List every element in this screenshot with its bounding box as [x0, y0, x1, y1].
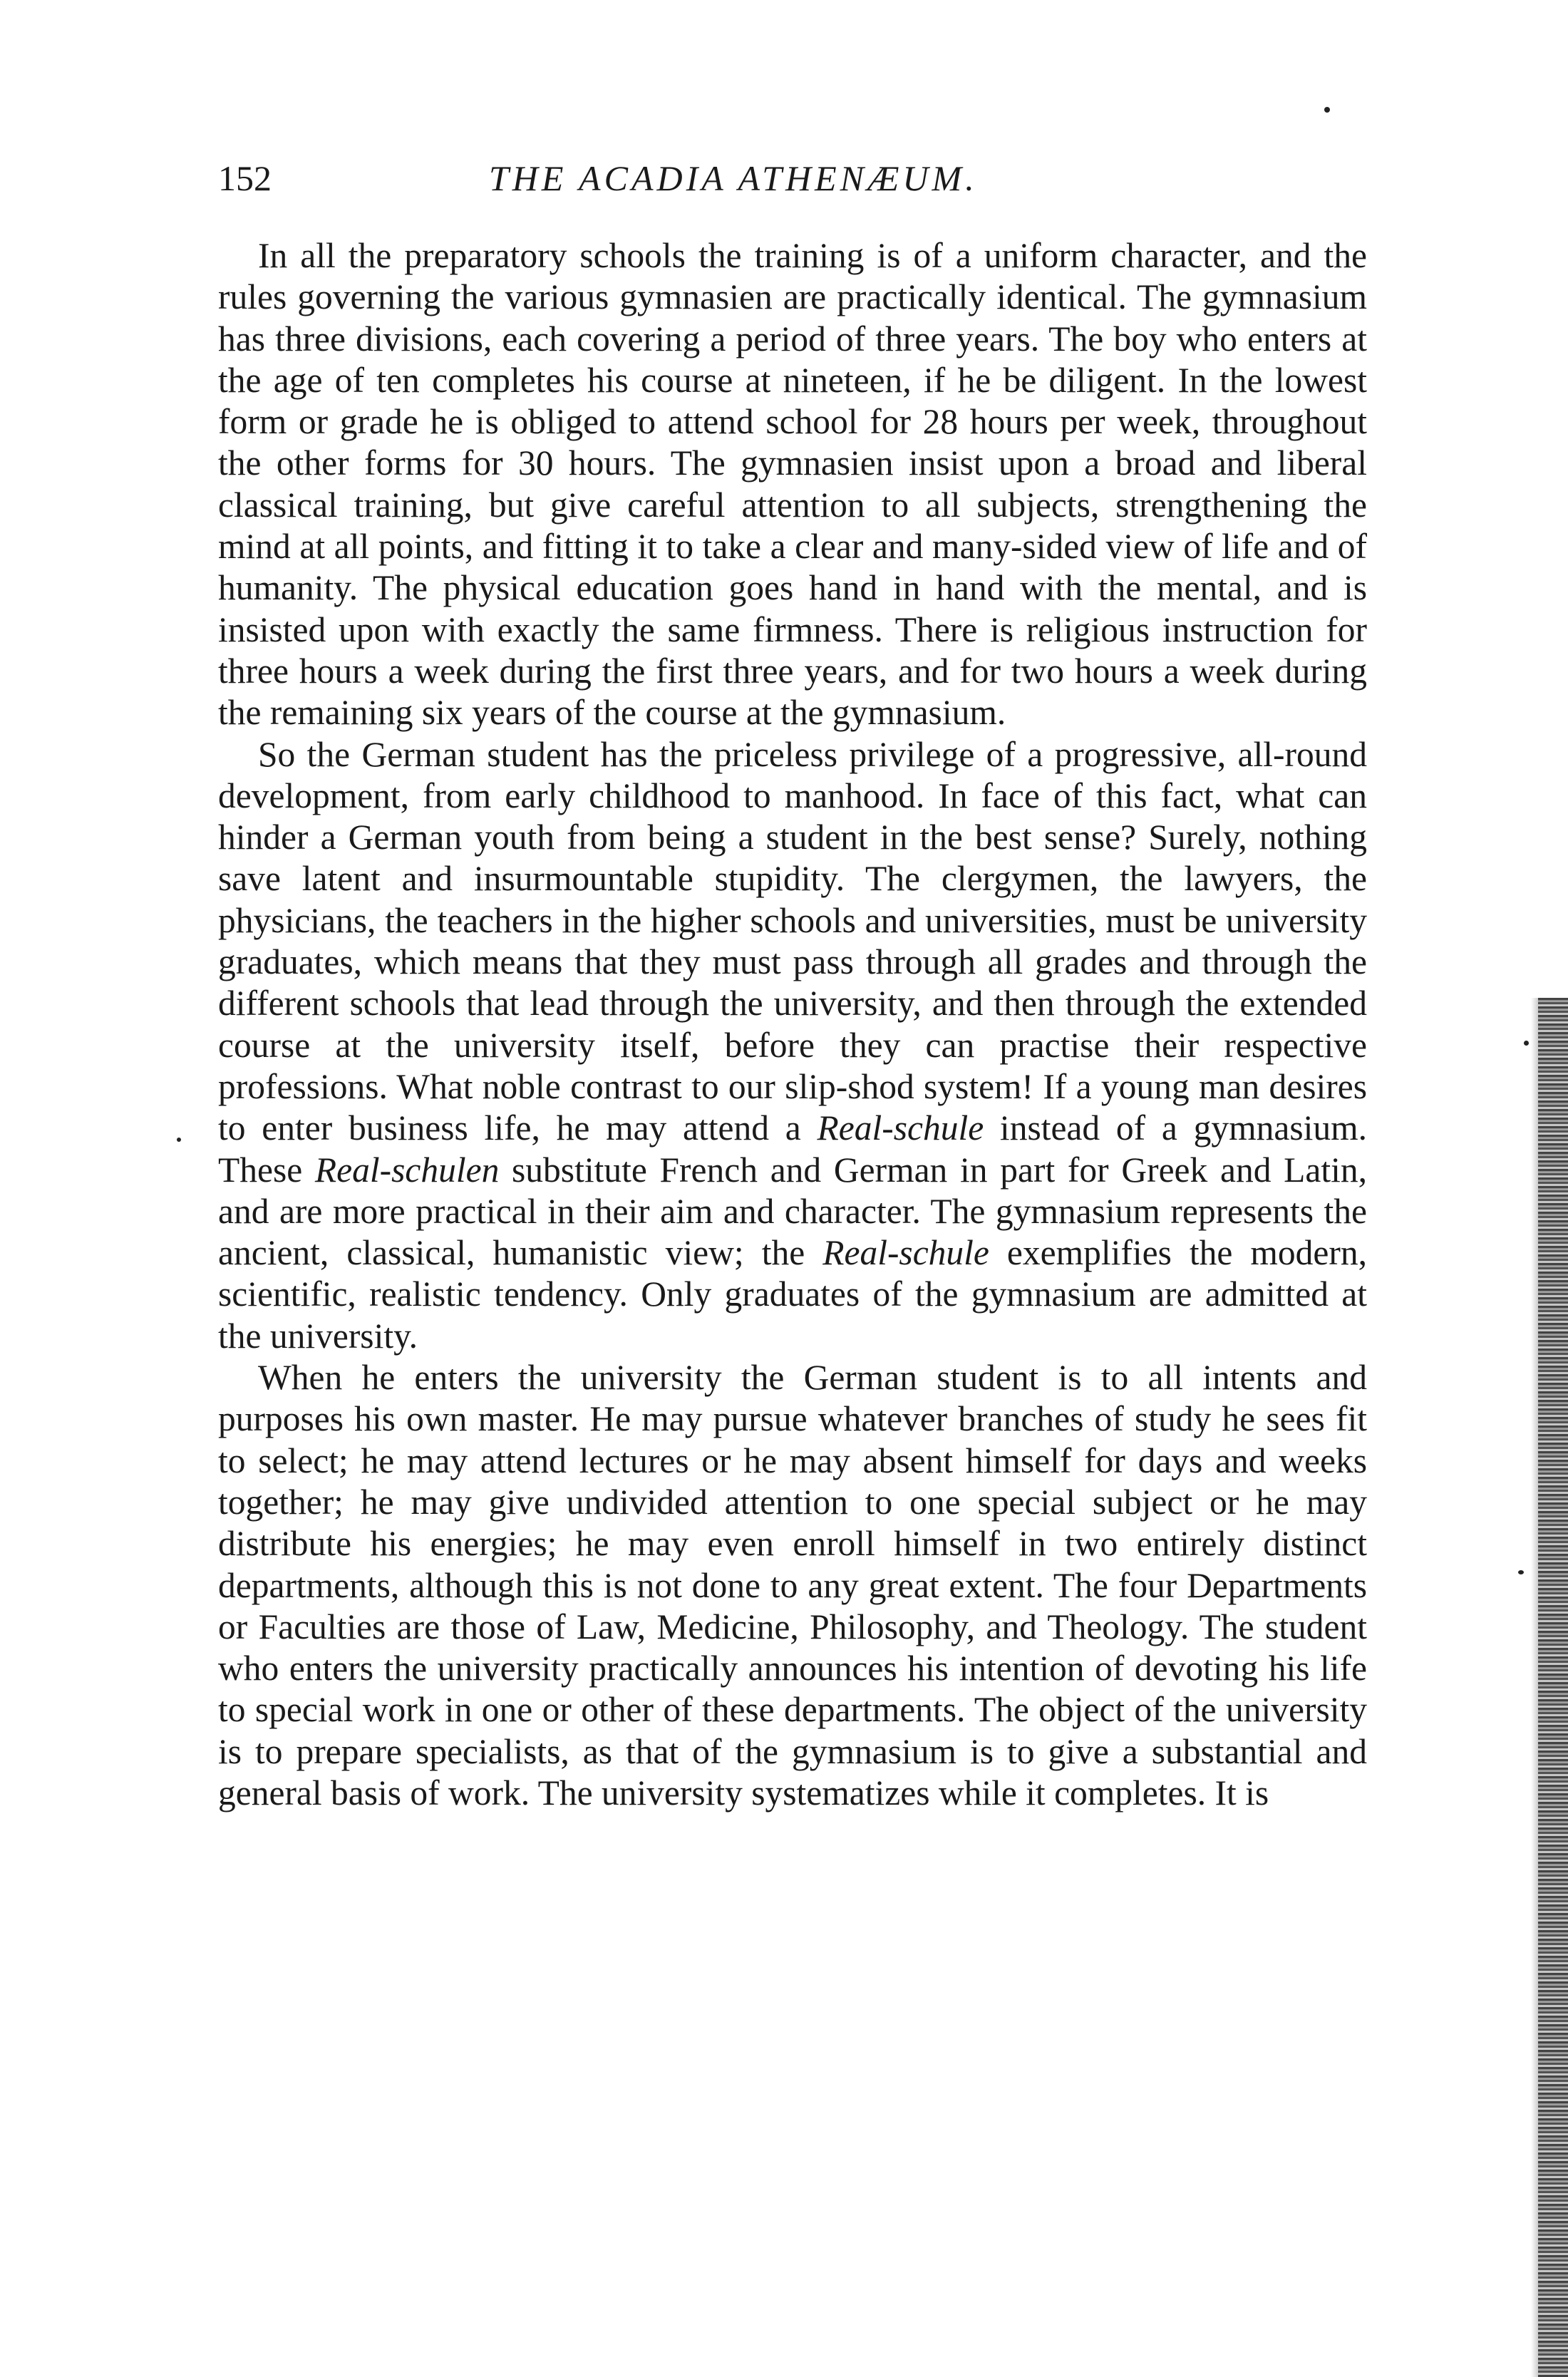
term-real-schulen: Real-schulen [314, 1150, 500, 1190]
paragraph-2-text-a: instead of a gymnasium. These [218, 1108, 1368, 1190]
term-real-schule: Real-schule [822, 1233, 989, 1273]
paragraph-2-text-c: exemplifies the modern, scientific, realistic tendency. Only graduates of the gymnasium are admitted at the university. [218, 1233, 1367, 1356]
ink-speck [1524, 1041, 1529, 1046]
page-edge-shadow [1531, 998, 1538, 2377]
ink-speck [1518, 1570, 1524, 1574]
ink-speck [1324, 107, 1330, 113]
paragraph-2 [218, 734, 1367, 1357]
paragraph-2-text-b: substitute French and German in part for Greek and Latin, and are more practical in their aim and character. The gymnasium represents the ancient, classical, humanistic view; the [218, 1150, 1368, 1273]
ink-speck [177, 1138, 181, 1142]
paragraph-3: When he enters the university the German student is to all intents and purposes his own master. He may pursue whatever branches of study he sees fit to select; he may attend lectures or he may absent himself for days and weeks together; he may give undivided attention to one special subject or he may distribute his energies; he may even enroll himself in two entirely distinct departments, although this is not done to any great extent. The four Departments or Faculties are those of Law, Medicine, Philosophy, and Theology. The student who enters the university practically announces his intention of devoting his life to special work in one or other of these departments. The object of the university is to prepare specialists, as that of the gymnasium is to give a substantial and general basis of work. The university systematizes while it completes. It is [218, 1358, 1367, 1813]
term-real-schule: Real-schule [817, 1108, 984, 1148]
page-number: 152 [218, 158, 272, 198]
paragraph-1: In all the preparatory schools the training is of a uniform character, and the rules governing the various gymnasien are practically identical. The gymnasium has three divisions, each covering a period of three years. The boy who enters at the age of ten completes his course at nineteen, if he be diligent. In the lowest form or grade he is obliged to attend school for 28 hours per week, throughout the other forms for 30 hours. The gymnasien insist upon a broad and liberal classical training, but give careful attention to all subjects, strengthening the mind at all points, and fitting it to take a clear and many-sided view of life and of humanity. The physical education goes hand in hand with the mental, and is insisted upon with exactly the same firmness. There is religious instruction for three hours a week during the first three years, and for two hours a week during the remaining six years of the course at the gymnasium. [218, 236, 1367, 733]
paragraph-2-text: So the German student has the priceless privilege of a progressive, all-round development, from early childhood to manhood. In face of this fact, what can hinder a German youth from being a student in the best sense? Surely, nothing save latent and insurmountable stupidity. The clergymen, the lawyers, the physicians, the teachers in the higher schools and universities, must be university graduates, which means that they must pass through all grades and through the different schools that lead through the university, and then through the extended course at the university itself, before they can practise their respective professions. What noble contrast to our slip-shod system! If a young man desires to enter business life, he may attend a [218, 734, 1367, 1148]
running-title: THE ACADIA ATHENÆUM. [489, 158, 978, 198]
article-body [218, 235, 1367, 1814]
page-header [218, 150, 1366, 207]
binding-edge-decoration [1538, 998, 1568, 2377]
